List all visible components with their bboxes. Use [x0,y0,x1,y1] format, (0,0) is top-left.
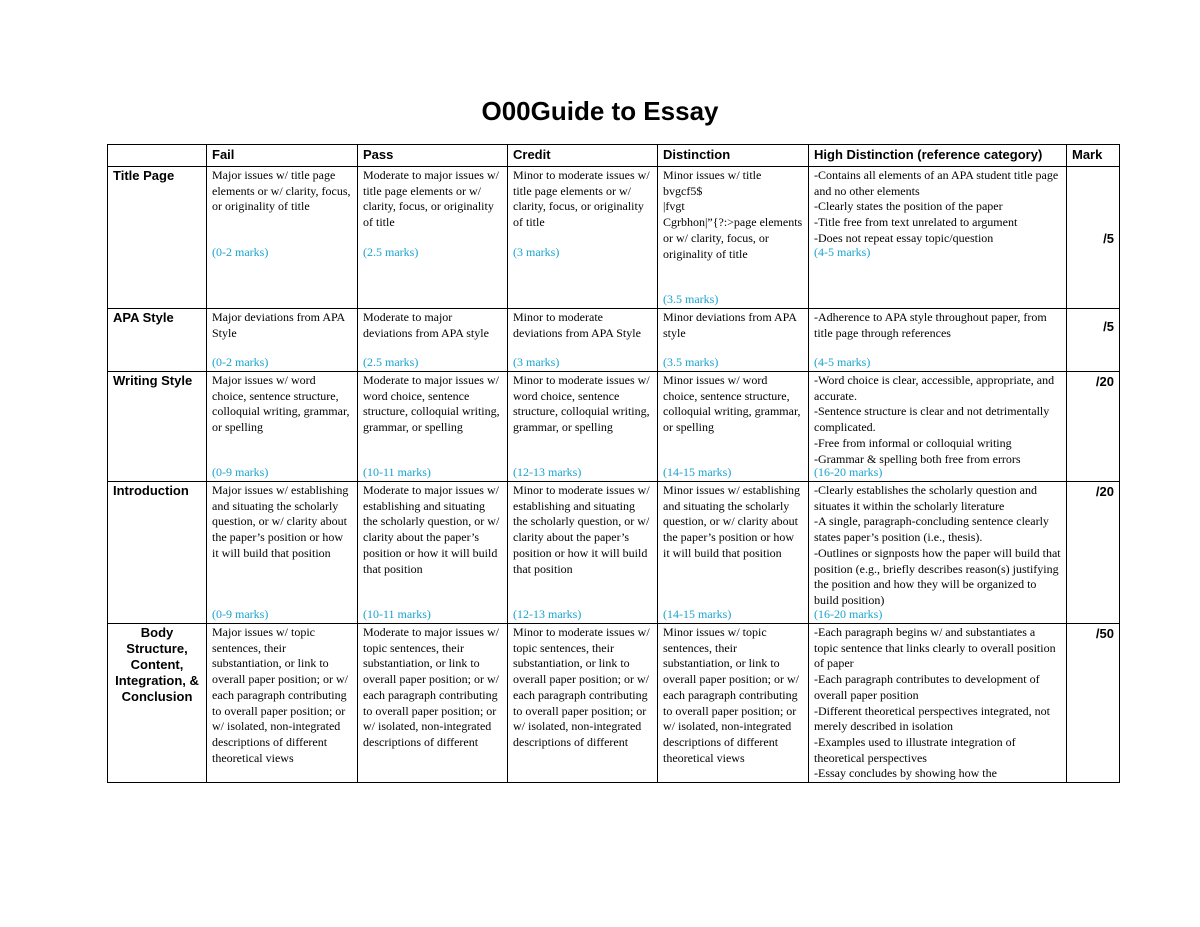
cell-text: Minor issues w/ establishing and situating the scholarly question, or w/ clarity about the paper’s position or how it will build that position [663,483,800,560]
header-high-distinction: High Distinction (reference category) [809,145,1067,167]
marks-range: (4-5 marks) [814,355,871,370]
marks-range: (0-9 marks) [212,465,269,480]
cell-text: Minor to moderate issues w/ topic sentences, their substantiation, or link to overall paper position; or w/ each paragraph contributing to overall paper position; or w/ isolated, non-integrated descriptions of different [513,625,650,749]
pass-cell [358,167,508,309]
high-distinction-cell [809,372,1067,482]
cell-text: Moderate to major deviations from APA style [363,310,489,340]
cell-text: Minor to moderate deviations from APA Style [513,310,641,340]
cell-text: Minor issues w/ topic sentences, their substantiation, or link to overall paper position; or w/ each paragraph contributing to overall paper position; or w/ isolated, non-integrated descriptions of different theoretical views [663,625,799,765]
cell-text: Minor issues w/ word choice, sentence structure, colloquial writing, grammar, or spelling [663,373,801,435]
marks-range: (0-2 marks) [212,245,269,260]
mark-cell: /20 [1067,482,1120,624]
cell-text: Moderate to major issues w/ topic sentences, their substantiation, or link to overall paper position; or w/ each paragraph contributing to overall paper position; or w/ isolated, non-integrated descriptions of different [363,625,499,749]
cell-text: -Adherence to APA style throughout paper, from title page through references [814,310,1047,340]
header-credit: Credit [508,145,658,167]
cell-text: Moderate to major issues w/ title page elements or w/ clarity, focus, or originality of title [363,168,499,230]
fail-cell [207,372,358,482]
row-label: Writing Style [108,372,207,482]
distinction-cell [658,309,809,372]
distinction-cell [658,167,809,309]
marks-range: (16-20 marks) [814,465,883,480]
fail-cell [207,482,358,624]
high-distinction-cell [809,167,1067,309]
fail-cell [207,167,358,309]
mark-cell: /5 [1067,167,1120,309]
pass-cell [358,624,508,783]
credit-cell [508,482,658,624]
cell-text: Minor to moderate issues w/ word choice, sentence structure, colloquial writing, grammar, or spelling [513,373,650,435]
marks-range: (3.5 marks) [663,355,719,370]
row-label: Title Page [108,167,207,309]
cell-text: Major issues w/ topic sentences, their substantiation, or link to overall paper position; or w/ each paragraph contributing to overall paper position; or w/ isolated, non-integrated descriptions of different theoretical views [212,625,348,765]
cell-text: -Each paragraph begins w/ and substantiates a topic sentence that links clearly to overall position of paper -Each paragraph contributes to development of overall paper position -Different theoretical perspectives integrated, not merely described in isolation -Examples used to illustrate integration of theoretical perspectives -Essay concludes by showing how the [814,625,1056,781]
distinction-cell [658,482,809,624]
cell-text: Minor to moderate issues w/ title page elements or w/ clarity, focus, or originality of title [513,168,650,230]
marks-range: (4-5 marks) [814,245,871,260]
row-label: APA Style [108,309,207,372]
row-label: Body Structure, Content, Integration, & Conclusion [108,624,207,783]
page-title: O00Guide to Essay [481,96,719,126]
high-distinction-cell [809,309,1067,372]
distinction-cell [658,624,809,783]
marks-range: (3 marks) [513,355,560,370]
high-distinction-cell [809,624,1067,783]
table-row [108,309,1120,372]
cell-text: Major issues w/ title page elements or w/ clarity, focus, or originality of title [212,168,351,214]
table-row [108,624,1120,783]
cell-text: -Word choice is clear, accessible, appropriate, and accurate. -Sentence structure is clear and not detrimentally complicated. -Free from informal or colloquial writing -Grammar & spelling both free from errors [814,373,1055,466]
credit-cell [508,624,658,783]
header-criterion [108,145,207,167]
cell-text: -Clearly establishes the scholarly question and situates it within the scholarly literature -A single, paragraph-concluding sentence clearly states paper’s position (i.e., thesis). -Outlines or signposts how the paper will build that position (e.g., briefly describes reason(s) justifying the position and how they will be organized to build position) [814,483,1061,607]
marks-range: (12-13 marks) [513,607,582,622]
marks-range: (2.5 marks) [363,245,419,260]
marks-range: (3 marks) [513,245,560,260]
distinction-cell [658,372,809,482]
mark-cell: /50 [1067,624,1120,783]
credit-cell [508,167,658,309]
mark-cell: /5 [1067,309,1120,372]
mark-cell: /20 [1067,372,1120,482]
marks-range: (0-9 marks) [212,607,269,622]
header-pass: Pass [358,145,508,167]
marks-range: (14-15 marks) [663,465,732,480]
rubric-table [107,144,1120,783]
cell-text: Minor deviations from APA style [663,310,797,340]
cell-text: Moderate to major issues w/ word choice, sentence structure, colloquial writing, grammar, or spelling [363,373,500,435]
header-fail: Fail [207,145,358,167]
fail-cell [207,624,358,783]
cell-text: Moderate to major issues w/ establishing and situating the scholarly question, or w/ clarity about the paper’s position or how it will build that position [363,483,500,576]
marks-range: (12-13 marks) [513,465,582,480]
marks-range: (0-2 marks) [212,355,269,370]
marks-range: (10-11 marks) [363,607,431,622]
header-distinction: Distinction [658,145,809,167]
cell-text: -Contains all elements of an APA student title page and no other elements -Clearly states the position of the paper -Title free from text unrelated to argument -Does not repeat essay topic/question [814,168,1059,245]
marks-range: (3.5 marks) [663,292,719,307]
header-row [108,145,1120,167]
cell-text: Minor to moderate issues w/ establishing and situating the scholarly question, or w/ clarity about the paper’s position or how it will build that position [513,483,650,576]
pass-cell [358,482,508,624]
cell-text: Major issues w/ establishing and situating the scholarly question, or w/ clarity about the paper’s position or how it will build that position [212,483,349,560]
header-mark: Mark [1067,145,1120,167]
marks-range: (16-20 marks) [814,607,883,622]
marks-range: (14-15 marks) [663,607,732,622]
marks-range: (2.5 marks) [363,355,419,370]
pass-cell [358,372,508,482]
cell-text: Major deviations from APA Style [212,310,345,340]
fail-cell [207,309,358,372]
high-distinction-cell [809,482,1067,624]
pass-cell [358,309,508,372]
row-label: Introduction [108,482,207,624]
table-row [108,167,1120,309]
cell-text: Minor issues w/ title bvgcf5$ |fvgt Cgrbhon|”{?:>page elements or w/ clarity, focus, or originality of title [663,168,803,261]
table-row [108,482,1120,624]
credit-cell [508,372,658,482]
cell-text: Major issues w/ word choice, sentence structure, colloquial writing, grammar, or spelling [212,373,350,435]
credit-cell [508,309,658,372]
marks-range: (10-11 marks) [363,465,431,480]
table-row [108,372,1120,482]
